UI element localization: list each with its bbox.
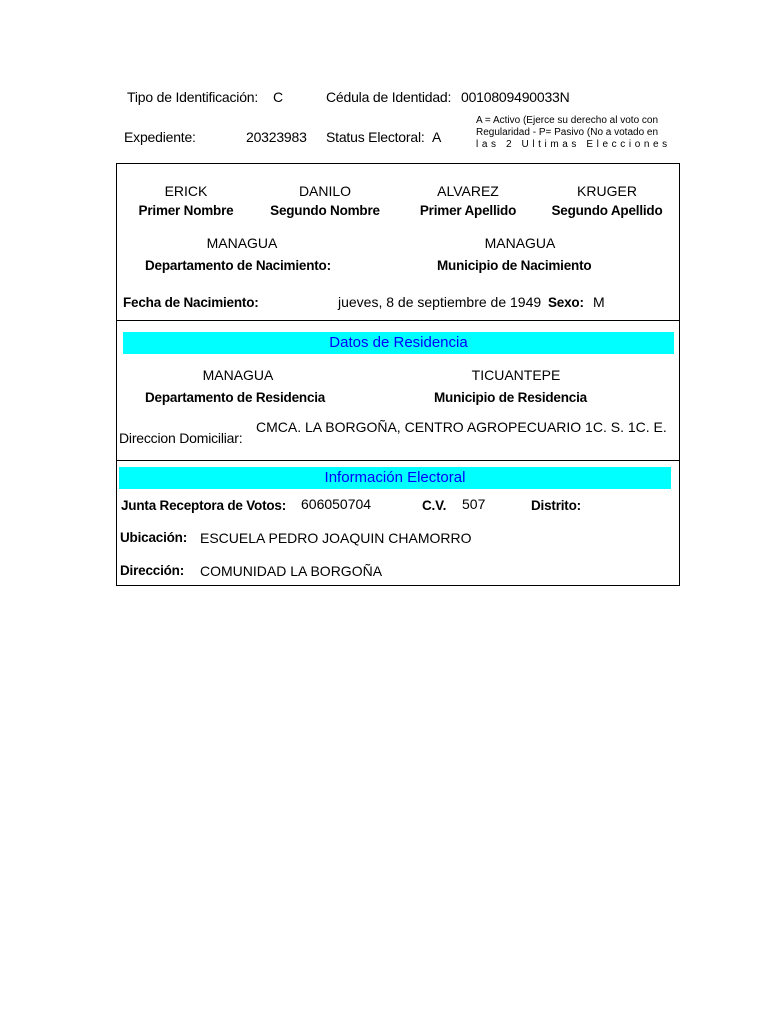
direccion-domiciliar-label: Direccion Domiciliar: bbox=[119, 430, 243, 446]
cedula-value: 0010809490033N bbox=[461, 89, 570, 105]
departamento-nacimiento-label: Departamento de Nacimiento: bbox=[145, 258, 331, 273]
ubicacion-label: Ubicación: bbox=[120, 530, 188, 545]
jrv-value: 606050704 bbox=[301, 496, 372, 512]
segundo-apellido-label: Segundo Apellido bbox=[551, 203, 663, 218]
departamento-nacimiento-value: MANAGUA bbox=[206, 235, 278, 251]
ubicacion-value: ESCUELA PEDRO JOAQUIN CHAMORRO bbox=[200, 530, 472, 546]
municipio-nacimiento-value: MANAGUA bbox=[484, 235, 556, 251]
departamento-residencia-value: MANAGUA bbox=[202, 367, 274, 383]
expediente-value: 20323983 bbox=[246, 129, 307, 145]
segundo-nombre-label: Segundo Nombre bbox=[270, 203, 380, 218]
departamento-residencia-label: Departamento de Residencia bbox=[145, 390, 326, 405]
municipio-residencia-label: Municipio de Residencia bbox=[434, 390, 587, 405]
status-note-line-3: las 2 Ultimas Elecciones bbox=[476, 139, 671, 150]
municipio-nacimiento-label: Municipio de Nacimiento bbox=[437, 258, 592, 273]
primer-nombre-value: ERICK bbox=[164, 183, 208, 199]
status-note-line-2: Regularidad - P= Pasivo (No a votado en bbox=[476, 127, 659, 138]
sexo-label: Sexo: bbox=[548, 295, 584, 310]
status-electoral-value: A bbox=[432, 129, 442, 145]
primer-apellido-label: Primer Apellido bbox=[419, 203, 517, 218]
segundo-apellido-value: KRUGER bbox=[577, 183, 637, 199]
electoral-title: Información Electoral bbox=[119, 467, 671, 489]
jrv-label: Junta Receptora de Votos: bbox=[121, 498, 287, 513]
cv-label: C.V. bbox=[422, 498, 447, 513]
direccion-label: Dirección: bbox=[120, 563, 185, 578]
fecha-nacimiento-label: Fecha de Nacimiento: bbox=[123, 295, 259, 310]
status-electoral-label: Status Electoral: bbox=[326, 129, 425, 145]
segundo-nombre-value: DANILO bbox=[298, 183, 352, 199]
primer-apellido-value: ALVAREZ bbox=[437, 183, 499, 199]
primer-nombre-label: Primer Nombre bbox=[138, 203, 234, 218]
cedula-label: Cédula de Identidad: bbox=[326, 89, 452, 105]
direccion-domiciliar-value: CMCA. LA BORGOÑA, CENTRO AGROPECUARIO 1C. S. 1C. E. bbox=[256, 419, 667, 435]
residencia-title: Datos de Residencia bbox=[123, 332, 674, 354]
fecha-nacimiento-value: jueves, 8 de septiembre de 1949 bbox=[338, 294, 542, 310]
direccion-value: COMUNIDAD LA BORGOÑA bbox=[200, 563, 383, 579]
status-note-line-1: A = Activo (Ejerce su derecho al voto con bbox=[476, 115, 659, 126]
cv-value: 507 bbox=[462, 496, 486, 512]
tipo-identificacion-value: C bbox=[273, 89, 283, 105]
tipo-identificacion-label: Tipo de Identificación: bbox=[127, 89, 259, 105]
sexo-value: M bbox=[593, 294, 605, 310]
municipio-residencia-value: TICUANTEPE bbox=[471, 367, 561, 383]
distrito-label: Distrito: bbox=[531, 498, 581, 513]
expediente-label: Expediente: bbox=[124, 129, 196, 145]
